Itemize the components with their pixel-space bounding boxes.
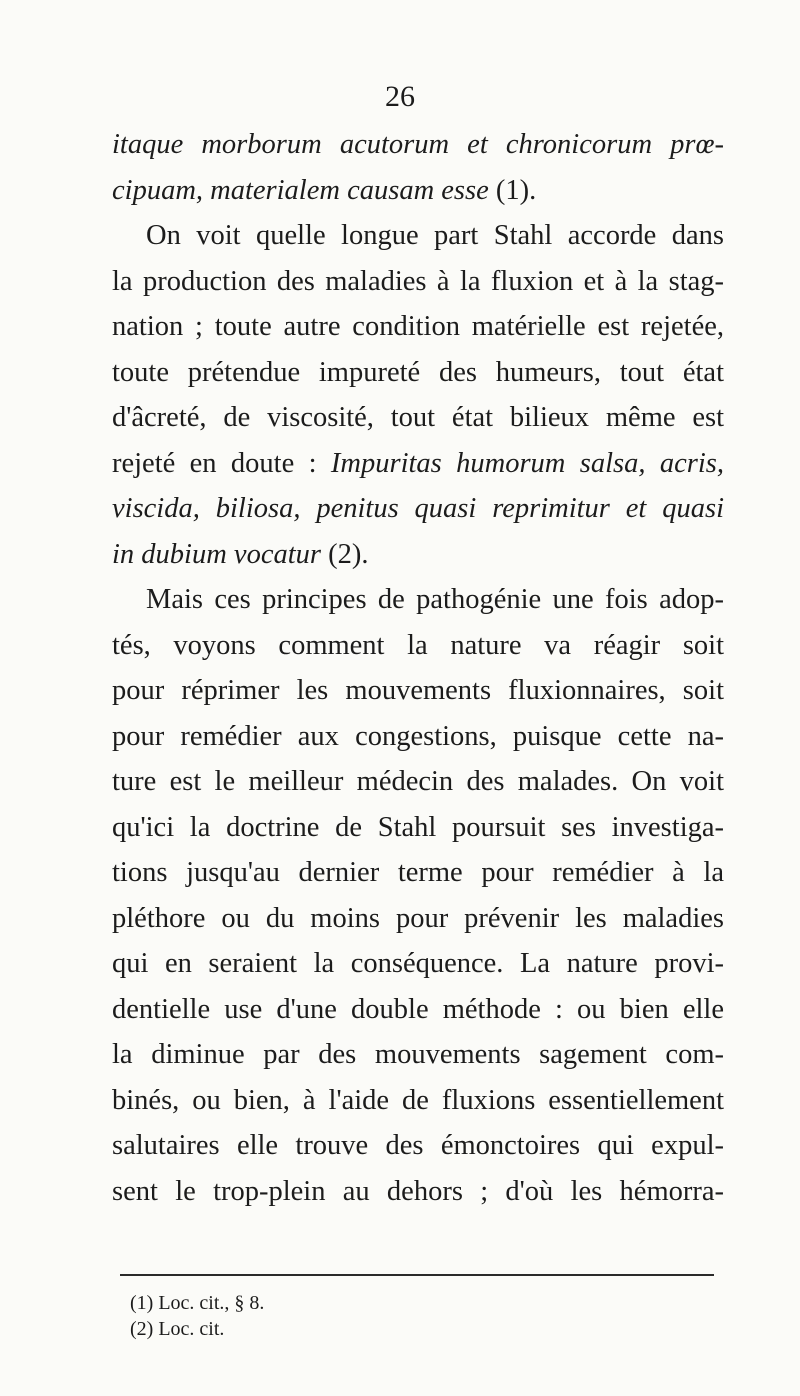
text-line [112,668,724,714]
text-run: salutaires elle trouve des émonctoires qui expul- [112,1130,724,1161]
body-text [112,122,724,1214]
latin-quote: in dubium vocatur [112,538,321,570]
text-line [112,805,724,851]
text-line [112,850,724,896]
text-line [112,577,724,623]
text-run: nation ; toute autre condition matérielle est rejetée, [112,311,724,342]
text-run: binés, ou bien, à l'aide de fluxions essentiellement [112,1084,724,1116]
text-line [112,395,724,441]
text-line [112,168,724,214]
text-line [112,623,724,669]
text-run: pour réprimer les mouvements fluxionnaires, soit [112,675,724,706]
latin-quote: Impuritas humorum salsa, acris, [330,447,724,479]
text-run: pléthore ou du moins pour prévenir les maladies [112,902,724,934]
text-line [112,759,724,805]
text-line [112,441,724,487]
footnote-2: (2) Loc. cit. [130,1318,225,1340]
page-number: 26 [385,80,415,113]
text-line [112,1078,724,1124]
text-run: toute prétendue impureté des humeurs, tout état [112,356,724,388]
text-run: On voit quelle longue part Stahl accorde dans [146,220,724,251]
text-line [112,122,724,168]
footnotes [130,1290,264,1342]
text-line [112,213,724,259]
text-run: (1). [488,174,537,206]
text-run: Mais ces principes de pathogénie une fois adop- [146,584,724,615]
text-line [112,259,724,305]
text-line [112,1032,724,1078]
text-run: qui en seraient la conséquence. La nature provi- [112,948,724,979]
text-line [112,896,724,942]
text-line [112,941,724,987]
text-run: qu'ici la doctrine de Stahl poursuit ses investiga- [112,811,724,843]
text-run: d'âcreté, de viscosité, tout état bilieux même est [112,402,724,433]
text-run: dentielle use d'une double méthode : ou bien elle [112,993,724,1025]
text-line [112,350,724,396]
footnote-divider [120,1274,714,1276]
text-run: (2). [320,538,369,570]
text-run: rejeté en doute : [112,447,331,479]
text-line [112,486,724,532]
latin-quote: cipuam, materialem causam esse [112,174,489,206]
text-line [112,304,724,350]
text-line [112,532,724,578]
footnote-1: (1) Loc. cit., § 8. [130,1292,265,1314]
text-run: sent le trop-plein au dehors ; d'où les hémorra- [112,1175,724,1207]
text-run: pour remédier aux congestions, puisque cette na- [112,720,724,752]
text-line [112,714,724,760]
text-run: tions jusqu'au dernier terme pour remédier à la [112,857,724,888]
text-line [112,987,724,1033]
text-line [112,1123,724,1169]
text-run: la diminue par des mouvements sagement com- [112,1039,724,1070]
text-run: la production des maladies à la fluxion et à la stag- [112,265,724,297]
text-line [112,1169,724,1215]
text-run: ture est le meilleur médecin des malades. On voit [112,766,724,797]
text-run: tés, voyons comment la nature va réagir soit [112,629,724,661]
latin-quote: itaque morborum acutorum et chronicorum prœ- [112,129,724,160]
latin-quote: viscida, biliosa, penitus quasi reprimitur et quasi [112,493,724,524]
